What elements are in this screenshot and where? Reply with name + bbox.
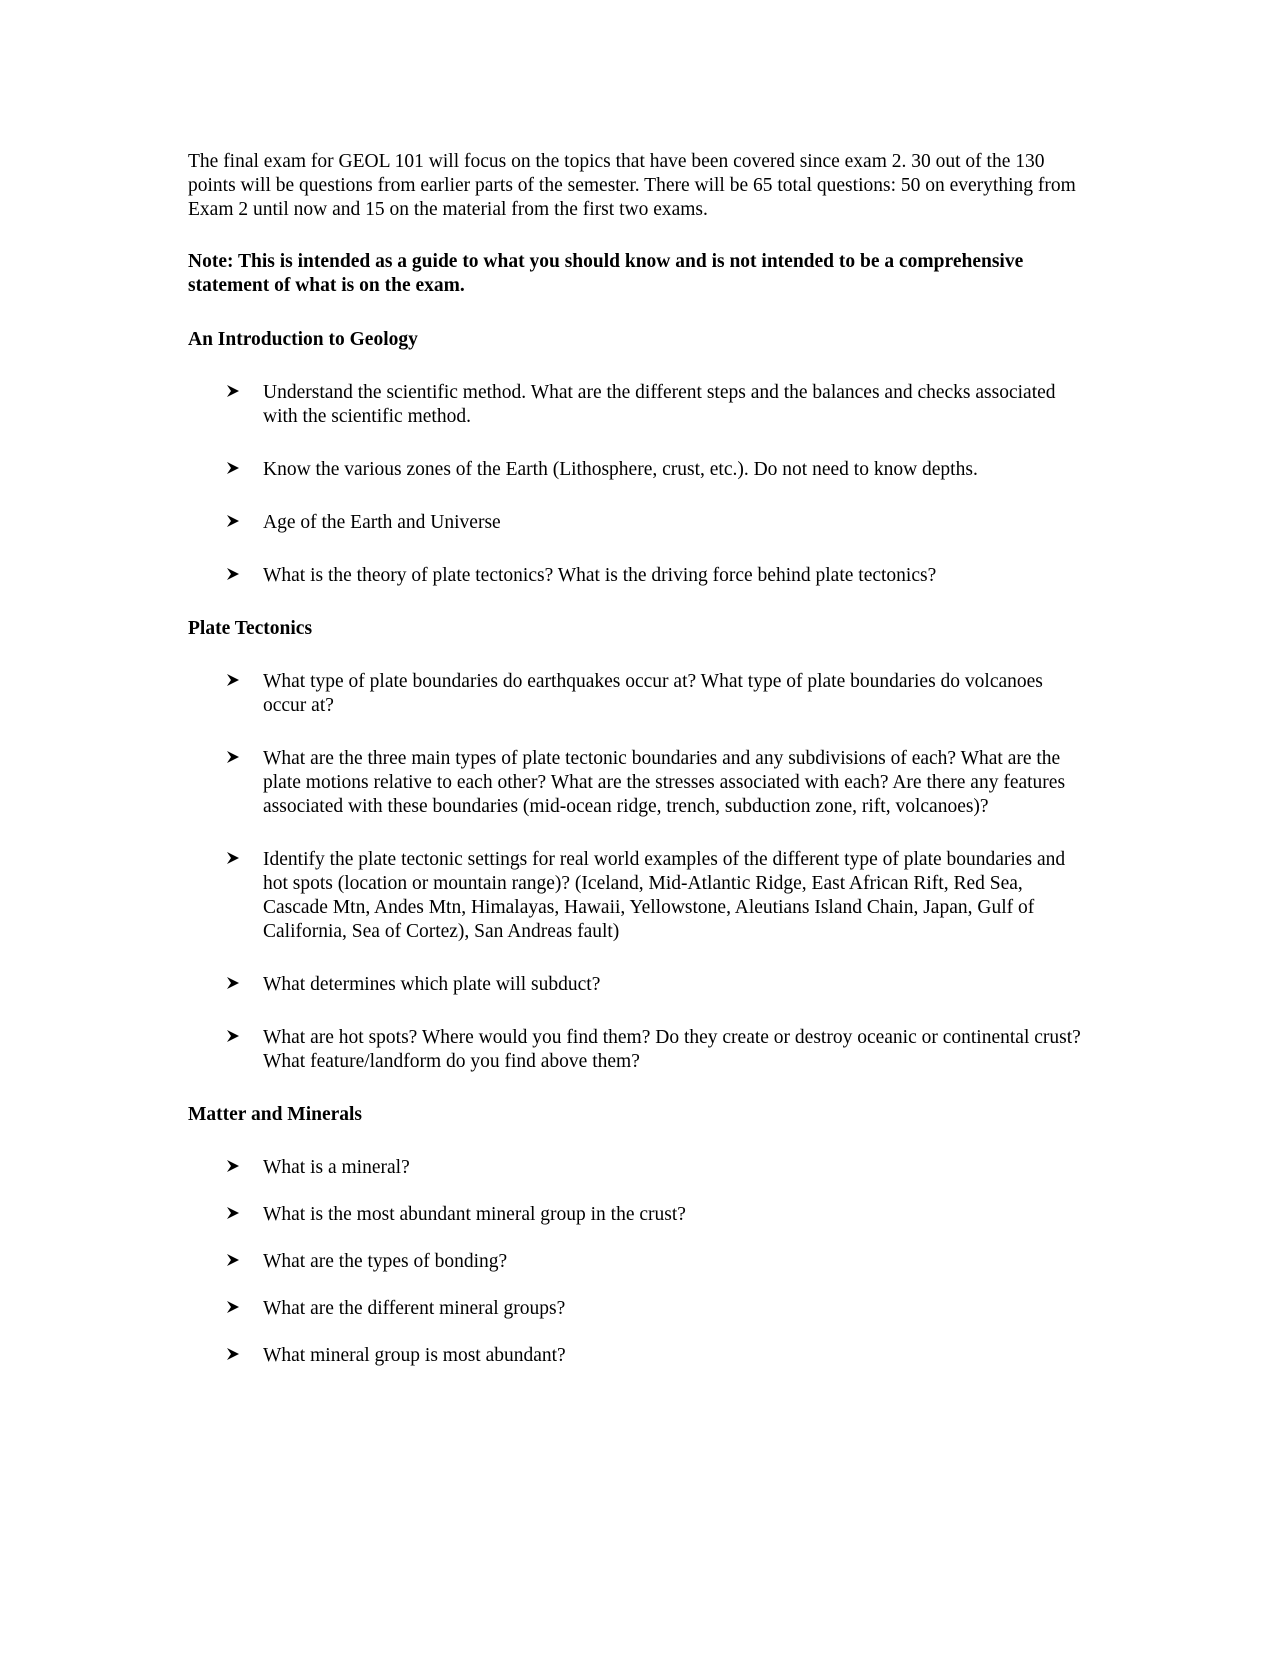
list-item — [188, 564, 1088, 588]
arrowhead-bullet-icon — [226, 567, 240, 581]
list-item — [188, 973, 1088, 997]
list-item-text: Understand the scientific method. What are the different steps and the balances and checks associated with the scientific method. — [263, 382, 1056, 427]
document-page — [188, 150, 1088, 1394]
section-title-introduction: An Introduction to Geology — [188, 329, 418, 350]
list-item — [188, 381, 1088, 429]
arrowhead-bullet-icon — [226, 1029, 240, 1043]
list-item-text: What type of plate boundaries do earthquakes occur at? What type of plate boundaries do volcanoes occur at? — [263, 671, 1043, 716]
list-item-text: What is the most abundant mineral group in the crust? — [263, 1204, 686, 1225]
arrowhead-bullet-icon — [226, 1347, 240, 1361]
list-item — [188, 848, 1088, 944]
list-item — [188, 1250, 1088, 1274]
list-item-text: What are hot spots? Where would you find them? Do they create or destroy oceanic or continental crust? What feature/landform do you find above them? — [263, 1027, 1081, 1072]
list-item-text: What is the theory of plate tectonics? What is the driving force behind plate tectonics? — [263, 565, 937, 586]
section-title-plate-tectonics: Plate Tectonics — [188, 618, 313, 639]
bullet-list-matter-minerals — [188, 1156, 1088, 1368]
arrowhead-bullet-icon — [226, 673, 240, 687]
note-paragraph: Note: This is intended as a guide to what you should know and is not intended to be a comprehensive statement of what is on the exam. — [188, 251, 1024, 296]
list-item-text: What are the different mineral groups? — [263, 1298, 566, 1319]
list-item — [188, 1297, 1088, 1321]
arrowhead-bullet-icon — [226, 750, 240, 764]
list-item — [188, 1203, 1088, 1227]
intro-paragraph: The final exam for GEOL 101 will focus on the topics that have been covered since exam 2. 30 out of the 130 points will be questions from earlier parts of the semester. There will be 65 total questions: 50 on everything from Exam 2 until now and 15 on the material from the first two exams. — [188, 151, 1076, 220]
arrowhead-bullet-icon — [226, 384, 240, 398]
arrowhead-bullet-icon — [226, 1206, 240, 1220]
list-item — [188, 1026, 1088, 1074]
bullet-list-introduction — [188, 381, 1088, 588]
bullet-list-plate-tectonics — [188, 670, 1088, 1074]
arrowhead-bullet-icon — [226, 1300, 240, 1314]
list-item — [188, 511, 1088, 535]
arrowhead-bullet-icon — [226, 514, 240, 528]
arrowhead-bullet-icon — [226, 1159, 240, 1173]
arrowhead-bullet-icon — [226, 1253, 240, 1267]
arrowhead-bullet-icon — [226, 851, 240, 865]
list-item-text: What mineral group is most abundant? — [263, 1345, 566, 1366]
list-item — [188, 747, 1088, 819]
list-item-text: What determines which plate will subduct? — [263, 974, 601, 995]
list-item-text: What is a mineral? — [263, 1157, 410, 1178]
arrowhead-bullet-icon — [226, 461, 240, 475]
list-item-text: Age of the Earth and Universe — [263, 512, 501, 533]
list-item-text: Know the various zones of the Earth (Lithosphere, crust, etc.). Do not need to know depths. — [263, 459, 978, 480]
arrowhead-bullet-icon — [226, 976, 240, 990]
list-item-text: Identify the plate tectonic settings for real world examples of the different type of plate boundaries and hot spots (location or mountain range)? (Iceland, Mid-Atlantic Ridge, East African Rift, Red Sea, Cascade Mtn, Andes Mtn, Himalayas, Hawaii, Yellowstone, Aleutians Island Chain, Japan, Gulf of California, Sea of Cortez), San Andreas fault) — [263, 849, 1066, 942]
list-item-text: What are the types of bonding? — [263, 1251, 508, 1272]
list-item — [188, 670, 1088, 718]
list-item — [188, 1344, 1088, 1368]
section-title-matter-minerals: Matter and Minerals — [188, 1104, 363, 1125]
list-item — [188, 1156, 1088, 1180]
list-item — [188, 458, 1088, 482]
list-item-text: What are the three main types of plate tectonic boundaries and any subdivisions of each? What are the plate motions relative to each other? What are the stresses associated with each? Are there any features associated with these boundaries (mid-ocean ridge, trench, subduction zone, rift, volcanoes)? — [263, 748, 1066, 817]
